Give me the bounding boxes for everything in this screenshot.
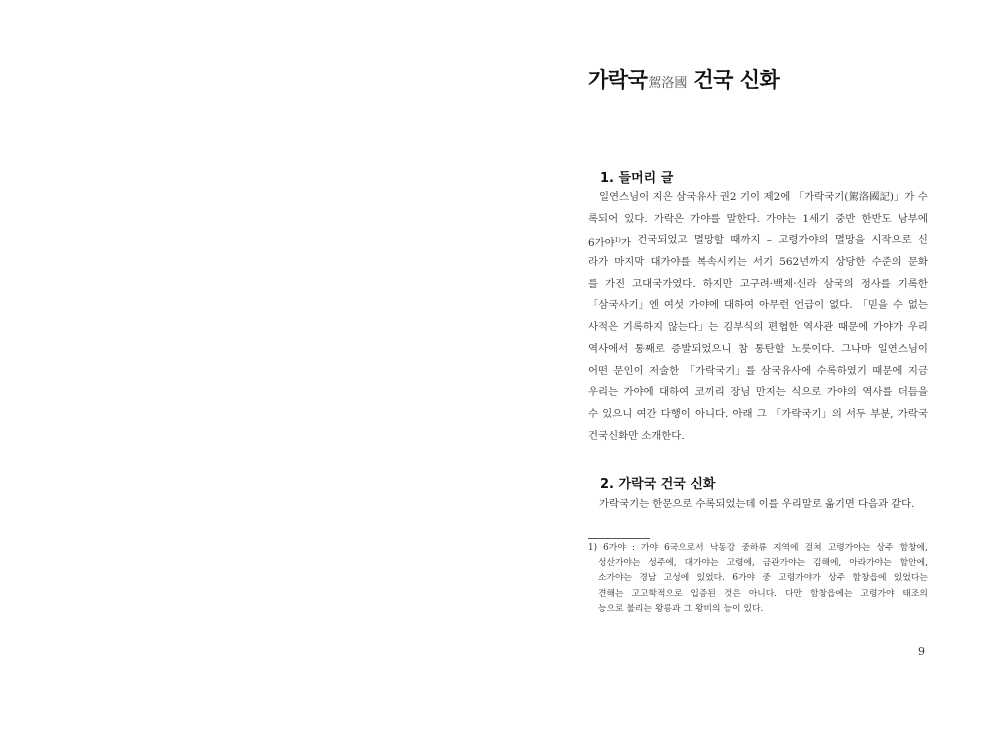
body-line: 수 있으니 여간 다행이 아니다. 아래 그 「가락국기」의 서두 부분, 가락국: [588, 407, 928, 420]
chapter-title: [588, 64, 779, 94]
page-number: 9: [918, 645, 925, 658]
body-line: 일연스님이 지은 삼국유사 권2 기이 제2에 「가락국기(駕洛國記)」가 수: [599, 191, 928, 203]
body-line: 사적은 기록하지 않는다」는 김부식의 편협한 역사관 때문에 가야가 우리: [588, 321, 928, 334]
footnote-line: 능으로 불리는 왕릉과 그 왕비의 능이 있다.: [598, 603, 764, 614]
footnote: [588, 542, 928, 618]
body-line: 건국신화만 소개한다.: [588, 429, 685, 442]
body-line: 6가야$^{1)}$가 건국되었고 멸망할 때까지 – 고령가야의 멸망을 시작으로 신: [588, 234, 928, 250]
section-2-heading: 2. 가락국 건국 신화: [600, 477, 716, 492]
body-line: 「삼국사기」엔 여섯 가야에 대하여 아무런 언급이 없다. 「믿을 수 없는: [588, 299, 928, 312]
body-line: 우리는 가야에 대하여 코끼리 장님 만지는 식으로 가야의 역사를 더듬을: [588, 386, 928, 399]
body-line: 어떤 문인이 저술한 「가락국기」를 삼국유사에 수록하였기 때문에 지금: [588, 364, 928, 377]
footnote-line: 견해는 고고학적으로 입증된 것은 아니다. 다만 함창읍에는 고령가야 태조의: [598, 588, 928, 599]
section-1-body: [588, 190, 928, 450]
chapter-title-rest: 건국 신화: [693, 68, 780, 92]
footnote-line: 1) 6가야 : 가야 6국으로서 낙동강 중하류 지역에 걸쳐 고령가야는 상주 함창에,: [588, 543, 928, 553]
footnote-line: 성산가야는 성주에, 대가야는 고령에, 금관가야는 김해에, 아라가야는 함안에,: [598, 558, 928, 569]
chapter-title-hanja: 駕洛國: [648, 76, 688, 91]
footnote-line: 소가야는 경남 고성에 있었다. 6가야 중 고령가야가 상주 함창읍에 있었다는: [598, 573, 928, 584]
section-1-heading: 1. 들머리 글: [600, 171, 674, 186]
body-line: 록되어 있다. 가락은 가야를 말한다. 가야는 1세기 중반 한반도 남부에: [588, 212, 928, 225]
section-2-body: [588, 497, 928, 519]
footnote-divider: [588, 538, 650, 539]
body-line: 를 가진 고대국가였다. 하지만 고구려·백제·신라 삼국의 정사를 기록한: [588, 277, 928, 290]
body-line: 역사에서 통째로 증발되었으니 참 통탄할 노릇이다. 그나마 일연스님이: [588, 342, 928, 355]
chapter-title-main: 가락국: [588, 68, 648, 92]
body-line: 가락국기는 한문으로 수록되었는데 이를 우리말로 옮기면 다음과 같다.: [599, 498, 915, 510]
body-line: 라가 마지막 대가야를 복속시키는 서기 562년까지 상당한 수준의 문화: [588, 256, 928, 269]
